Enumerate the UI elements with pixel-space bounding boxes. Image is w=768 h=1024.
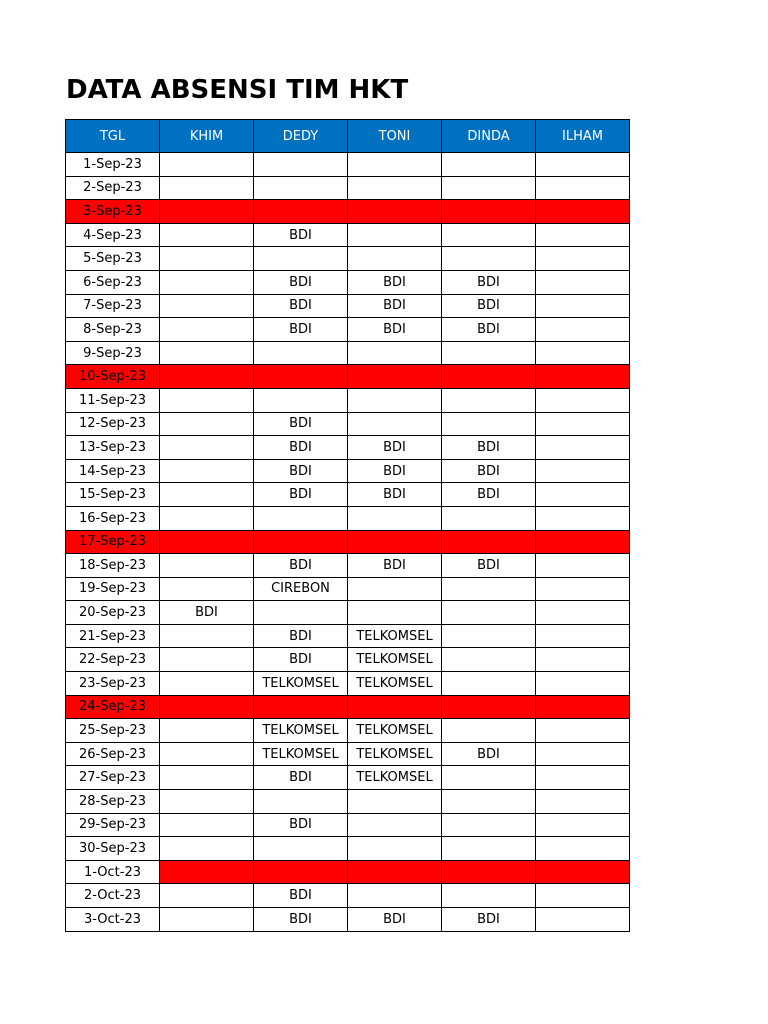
cell-dedy[interactable] bbox=[254, 790, 348, 814]
table-row bbox=[66, 719, 630, 743]
cell-ilham[interactable] bbox=[536, 294, 630, 318]
cell-dedy[interactable]: BDI bbox=[254, 648, 348, 672]
cell-toni[interactable]: BDI bbox=[348, 459, 442, 483]
cell-dedy[interactable] bbox=[254, 506, 348, 530]
cell-khim[interactable] bbox=[160, 860, 254, 884]
cell-ilham[interactable] bbox=[536, 341, 630, 365]
cell-ilham[interactable] bbox=[536, 601, 630, 625]
cell-ilham[interactable] bbox=[536, 223, 630, 247]
header-row bbox=[66, 120, 630, 153]
cell-khim[interactable] bbox=[160, 884, 254, 908]
cell-date[interactable]: 11-Sep-23 bbox=[66, 388, 160, 412]
cell-ilham[interactable] bbox=[536, 790, 630, 814]
cell-date[interactable]: 2-Oct-23 bbox=[66, 884, 160, 908]
cell-dinda[interactable]: BDI bbox=[442, 908, 536, 932]
cell-ilham[interactable] bbox=[536, 672, 630, 696]
cell-ilham[interactable] bbox=[536, 270, 630, 294]
cell-dedy[interactable] bbox=[254, 200, 348, 224]
cell-ilham[interactable] bbox=[536, 695, 630, 719]
cell-khim[interactable] bbox=[160, 247, 254, 271]
cell-date[interactable]: 3-Oct-23 bbox=[66, 908, 160, 932]
cell-dedy[interactable]: BDI bbox=[254, 318, 348, 342]
column-header-ilham[interactable]: ILHAM bbox=[536, 120, 630, 153]
cell-khim[interactable] bbox=[160, 908, 254, 932]
table-row bbox=[66, 742, 630, 766]
table-row bbox=[66, 270, 630, 294]
table-body bbox=[66, 153, 630, 932]
cell-ilham[interactable] bbox=[536, 766, 630, 790]
cell-khim[interactable]: BDI bbox=[160, 601, 254, 625]
cell-dedy[interactable]: BDI bbox=[254, 412, 348, 436]
cell-toni[interactable]: BDI bbox=[348, 483, 442, 507]
cell-dinda[interactable] bbox=[442, 365, 536, 389]
cell-ilham[interactable] bbox=[536, 742, 630, 766]
cell-dedy[interactable]: BDI bbox=[254, 766, 348, 790]
cell-dedy[interactable] bbox=[254, 601, 348, 625]
cell-date[interactable]: 22-Sep-23 bbox=[66, 648, 160, 672]
cell-toni[interactable]: BDI bbox=[348, 294, 442, 318]
cell-dedy[interactable]: TELKOMSEL bbox=[254, 672, 348, 696]
cell-date[interactable]: 13-Sep-23 bbox=[66, 436, 160, 460]
table-row bbox=[66, 294, 630, 318]
cell-khim[interactable] bbox=[160, 270, 254, 294]
cell-date[interactable]: 14-Sep-23 bbox=[66, 459, 160, 483]
cell-khim[interactable] bbox=[160, 294, 254, 318]
table-row bbox=[66, 459, 630, 483]
cell-dedy[interactable]: BDI bbox=[254, 294, 348, 318]
table-row bbox=[66, 766, 630, 790]
column-header-tgl[interactable]: TGL bbox=[66, 120, 160, 153]
cell-dedy[interactable]: BDI bbox=[254, 624, 348, 648]
cell-date[interactable]: 4-Sep-23 bbox=[66, 223, 160, 247]
cell-dinda[interactable]: BDI bbox=[442, 554, 536, 578]
cell-khim[interactable] bbox=[160, 577, 254, 601]
cell-dinda[interactable]: BDI bbox=[442, 270, 536, 294]
cell-toni[interactable] bbox=[348, 388, 442, 412]
cell-ilham[interactable] bbox=[536, 908, 630, 932]
cell-khim[interactable] bbox=[160, 813, 254, 837]
cell-dinda[interactable] bbox=[442, 506, 536, 530]
column-header-dinda[interactable]: DINDA bbox=[442, 120, 536, 153]
cell-dinda[interactable] bbox=[442, 530, 536, 554]
cell-dinda[interactable] bbox=[442, 648, 536, 672]
cell-date[interactable]: 27-Sep-23 bbox=[66, 766, 160, 790]
cell-dinda[interactable] bbox=[442, 672, 536, 696]
cell-ilham[interactable] bbox=[536, 506, 630, 530]
cell-khim[interactable] bbox=[160, 459, 254, 483]
cell-ilham[interactable] bbox=[536, 247, 630, 271]
cell-toni[interactable]: BDI bbox=[348, 554, 442, 578]
cell-toni[interactable] bbox=[348, 412, 442, 436]
table-row bbox=[66, 577, 630, 601]
cell-toni[interactable] bbox=[348, 247, 442, 271]
table-row bbox=[66, 530, 630, 554]
cell-ilham[interactable] bbox=[536, 318, 630, 342]
cell-ilham[interactable] bbox=[536, 554, 630, 578]
cell-khim[interactable] bbox=[160, 554, 254, 578]
cell-toni[interactable] bbox=[348, 200, 442, 224]
cell-date[interactable]: 17-Sep-23 bbox=[66, 530, 160, 554]
cell-khim[interactable] bbox=[160, 695, 254, 719]
cell-ilham[interactable] bbox=[536, 860, 630, 884]
table-row bbox=[66, 436, 630, 460]
cell-khim[interactable] bbox=[160, 412, 254, 436]
cell-dinda[interactable] bbox=[442, 695, 536, 719]
table-row bbox=[66, 341, 630, 365]
table-row bbox=[66, 884, 630, 908]
cell-date[interactable]: 8-Sep-23 bbox=[66, 318, 160, 342]
table-row bbox=[66, 908, 630, 932]
table-row bbox=[66, 624, 630, 648]
cell-toni[interactable] bbox=[348, 860, 442, 884]
cell-dedy[interactable]: BDI bbox=[254, 270, 348, 294]
cell-toni[interactable] bbox=[348, 341, 442, 365]
cell-toni[interactable] bbox=[348, 176, 442, 200]
cell-dedy[interactable] bbox=[254, 176, 348, 200]
cell-khim[interactable] bbox=[160, 837, 254, 861]
cell-ilham[interactable] bbox=[536, 813, 630, 837]
cell-dedy[interactable]: BDI bbox=[254, 223, 348, 247]
cell-date[interactable]: 18-Sep-23 bbox=[66, 554, 160, 578]
table-row bbox=[66, 695, 630, 719]
cell-dedy[interactable]: BDI bbox=[254, 554, 348, 578]
cell-khim[interactable] bbox=[160, 672, 254, 696]
cell-date[interactable]: 16-Sep-23 bbox=[66, 506, 160, 530]
cell-khim[interactable] bbox=[160, 388, 254, 412]
cell-khim[interactable] bbox=[160, 719, 254, 743]
cell-dinda[interactable]: BDI bbox=[442, 318, 536, 342]
cell-dedy[interactable]: BDI bbox=[254, 436, 348, 460]
cell-khim[interactable] bbox=[160, 648, 254, 672]
cell-ilham[interactable] bbox=[536, 530, 630, 554]
cell-dinda[interactable]: BDI bbox=[442, 483, 536, 507]
cell-toni[interactable] bbox=[348, 601, 442, 625]
cell-toni[interactable] bbox=[348, 506, 442, 530]
cell-khim[interactable] bbox=[160, 341, 254, 365]
cell-toni[interactable]: TELKOMSEL bbox=[348, 719, 442, 743]
table-row bbox=[66, 247, 630, 271]
cell-toni[interactable]: BDI bbox=[348, 318, 442, 342]
table-header bbox=[66, 120, 630, 153]
cell-date[interactable]: 21-Sep-23 bbox=[66, 624, 160, 648]
cell-toni[interactable] bbox=[348, 884, 442, 908]
cell-date[interactable]: 7-Sep-23 bbox=[66, 294, 160, 318]
cell-dinda[interactable]: BDI bbox=[442, 294, 536, 318]
cell-date[interactable]: 10-Sep-23 bbox=[66, 365, 160, 389]
cell-dedy[interactable] bbox=[254, 837, 348, 861]
cell-khim[interactable] bbox=[160, 742, 254, 766]
cell-toni[interactable] bbox=[348, 530, 442, 554]
cell-date[interactable]: 28-Sep-23 bbox=[66, 790, 160, 814]
cell-date[interactable]: 12-Sep-23 bbox=[66, 412, 160, 436]
cell-ilham[interactable] bbox=[536, 200, 630, 224]
cell-date[interactable]: 24-Sep-23 bbox=[66, 695, 160, 719]
cell-ilham[interactable] bbox=[536, 719, 630, 743]
cell-ilham[interactable] bbox=[536, 459, 630, 483]
table-row bbox=[66, 412, 630, 436]
cell-khim[interactable] bbox=[160, 436, 254, 460]
cell-dinda[interactable] bbox=[442, 601, 536, 625]
cell-ilham[interactable] bbox=[536, 153, 630, 177]
cell-date[interactable]: 1-Oct-23 bbox=[66, 860, 160, 884]
cell-toni[interactable]: TELKOMSEL bbox=[348, 672, 442, 696]
cell-date[interactable]: 6-Sep-23 bbox=[66, 270, 160, 294]
cell-dinda[interactable] bbox=[442, 577, 536, 601]
cell-khim[interactable] bbox=[160, 153, 254, 177]
cell-date[interactable]: 25-Sep-23 bbox=[66, 719, 160, 743]
cell-date[interactable]: 1-Sep-23 bbox=[66, 153, 160, 177]
cell-dedy[interactable] bbox=[254, 365, 348, 389]
table-row bbox=[66, 223, 630, 247]
cell-dinda[interactable] bbox=[442, 860, 536, 884]
cell-khim[interactable] bbox=[160, 530, 254, 554]
cell-khim[interactable] bbox=[160, 483, 254, 507]
cell-toni[interactable] bbox=[348, 223, 442, 247]
cell-ilham[interactable] bbox=[536, 884, 630, 908]
cell-toni[interactable] bbox=[348, 365, 442, 389]
cell-khim[interactable] bbox=[160, 790, 254, 814]
cell-khim[interactable] bbox=[160, 200, 254, 224]
cell-toni[interactable] bbox=[348, 813, 442, 837]
cell-ilham[interactable] bbox=[536, 388, 630, 412]
cell-toni[interactable] bbox=[348, 577, 442, 601]
cell-date[interactable]: 29-Sep-23 bbox=[66, 813, 160, 837]
cell-dinda[interactable] bbox=[442, 341, 536, 365]
cell-toni[interactable]: BDI bbox=[348, 436, 442, 460]
cell-ilham[interactable] bbox=[536, 365, 630, 389]
table-row bbox=[66, 672, 630, 696]
table-row bbox=[66, 648, 630, 672]
column-header-khim[interactable]: KHIM bbox=[160, 120, 254, 153]
cell-ilham[interactable] bbox=[536, 483, 630, 507]
table-row bbox=[66, 483, 630, 507]
cell-dinda[interactable] bbox=[442, 153, 536, 177]
cell-dinda[interactable]: BDI bbox=[442, 742, 536, 766]
cell-dedy[interactable] bbox=[254, 860, 348, 884]
table-row bbox=[66, 388, 630, 412]
cell-dedy[interactable]: BDI bbox=[254, 908, 348, 932]
cell-dinda[interactable] bbox=[442, 837, 536, 861]
cell-dedy[interactable] bbox=[254, 695, 348, 719]
table-row bbox=[66, 318, 630, 342]
cell-date[interactable]: 9-Sep-23 bbox=[66, 341, 160, 365]
cell-dinda[interactable] bbox=[442, 624, 536, 648]
cell-dinda[interactable]: BDI bbox=[442, 459, 536, 483]
cell-dinda[interactable] bbox=[442, 813, 536, 837]
attendance-table bbox=[65, 119, 630, 932]
table-row bbox=[66, 813, 630, 837]
table-row bbox=[66, 365, 630, 389]
table-row bbox=[66, 837, 630, 861]
cell-dedy[interactable]: BDI bbox=[254, 813, 348, 837]
cell-date[interactable]: 20-Sep-23 bbox=[66, 601, 160, 625]
cell-dedy[interactable]: BDI bbox=[254, 483, 348, 507]
column-header-dedy[interactable]: DEDY bbox=[254, 120, 348, 153]
cell-dinda[interactable] bbox=[442, 884, 536, 908]
table-row bbox=[66, 506, 630, 530]
cell-date[interactable]: 3-Sep-23 bbox=[66, 200, 160, 224]
table-row bbox=[66, 790, 630, 814]
cell-toni[interactable] bbox=[348, 695, 442, 719]
cell-date[interactable]: 19-Sep-23 bbox=[66, 577, 160, 601]
cell-dinda[interactable] bbox=[442, 176, 536, 200]
column-header-toni[interactable]: TONI bbox=[348, 120, 442, 153]
cell-toni[interactable] bbox=[348, 790, 442, 814]
cell-khim[interactable] bbox=[160, 176, 254, 200]
cell-dedy[interactable] bbox=[254, 388, 348, 412]
cell-toni[interactable]: BDI bbox=[348, 908, 442, 932]
cell-dinda[interactable] bbox=[442, 719, 536, 743]
page-title: DATA ABSENSI TIM HKT bbox=[66, 75, 409, 105]
cell-ilham[interactable] bbox=[536, 624, 630, 648]
cell-dinda[interactable] bbox=[442, 223, 536, 247]
cell-dinda[interactable] bbox=[442, 247, 536, 271]
cell-dinda[interactable] bbox=[442, 766, 536, 790]
cell-dinda[interactable] bbox=[442, 388, 536, 412]
cell-dinda[interactable] bbox=[442, 412, 536, 436]
cell-dedy[interactable]: CIREBON bbox=[254, 577, 348, 601]
cell-khim[interactable] bbox=[160, 506, 254, 530]
cell-ilham[interactable] bbox=[536, 837, 630, 861]
cell-dedy[interactable] bbox=[254, 341, 348, 365]
table-row bbox=[66, 860, 630, 884]
cell-dedy[interactable]: BDI bbox=[254, 459, 348, 483]
table-row bbox=[66, 200, 630, 224]
table-row bbox=[66, 176, 630, 200]
cell-date[interactable]: 23-Sep-23 bbox=[66, 672, 160, 696]
cell-dedy[interactable]: BDI bbox=[254, 884, 348, 908]
cell-date[interactable]: 5-Sep-23 bbox=[66, 247, 160, 271]
table-row bbox=[66, 153, 630, 177]
table-row bbox=[66, 554, 630, 578]
cell-dedy[interactable] bbox=[254, 247, 348, 271]
cell-toni[interactable] bbox=[348, 837, 442, 861]
cell-khim[interactable] bbox=[160, 624, 254, 648]
cell-date[interactable]: 2-Sep-23 bbox=[66, 176, 160, 200]
cell-dedy[interactable]: TELKOMSEL bbox=[254, 719, 348, 743]
cell-toni[interactable]: TELKOMSEL bbox=[348, 648, 442, 672]
cell-khim[interactable] bbox=[160, 365, 254, 389]
cell-toni[interactable]: BDI bbox=[348, 270, 442, 294]
cell-ilham[interactable] bbox=[536, 648, 630, 672]
cell-date[interactable]: 15-Sep-23 bbox=[66, 483, 160, 507]
cell-khim[interactable] bbox=[160, 223, 254, 247]
cell-dedy[interactable] bbox=[254, 530, 348, 554]
cell-date[interactable]: 26-Sep-23 bbox=[66, 742, 160, 766]
cell-dedy[interactable] bbox=[254, 153, 348, 177]
cell-ilham[interactable] bbox=[536, 412, 630, 436]
cell-toni[interactable] bbox=[348, 153, 442, 177]
cell-ilham[interactable] bbox=[536, 577, 630, 601]
table-row bbox=[66, 601, 630, 625]
cell-ilham[interactable] bbox=[536, 176, 630, 200]
cell-toni[interactable]: TELKOMSEL bbox=[348, 624, 442, 648]
cell-date[interactable]: 30-Sep-23 bbox=[66, 837, 160, 861]
cell-khim[interactable] bbox=[160, 766, 254, 790]
cell-toni[interactable]: TELKOMSEL bbox=[348, 742, 442, 766]
cell-dinda[interactable] bbox=[442, 790, 536, 814]
cell-dinda[interactable]: BDI bbox=[442, 436, 536, 460]
cell-dinda[interactable] bbox=[442, 200, 536, 224]
cell-khim[interactable] bbox=[160, 318, 254, 342]
cell-toni[interactable]: TELKOMSEL bbox=[348, 766, 442, 790]
cell-dedy[interactable]: TELKOMSEL bbox=[254, 742, 348, 766]
cell-ilham[interactable] bbox=[536, 436, 630, 460]
